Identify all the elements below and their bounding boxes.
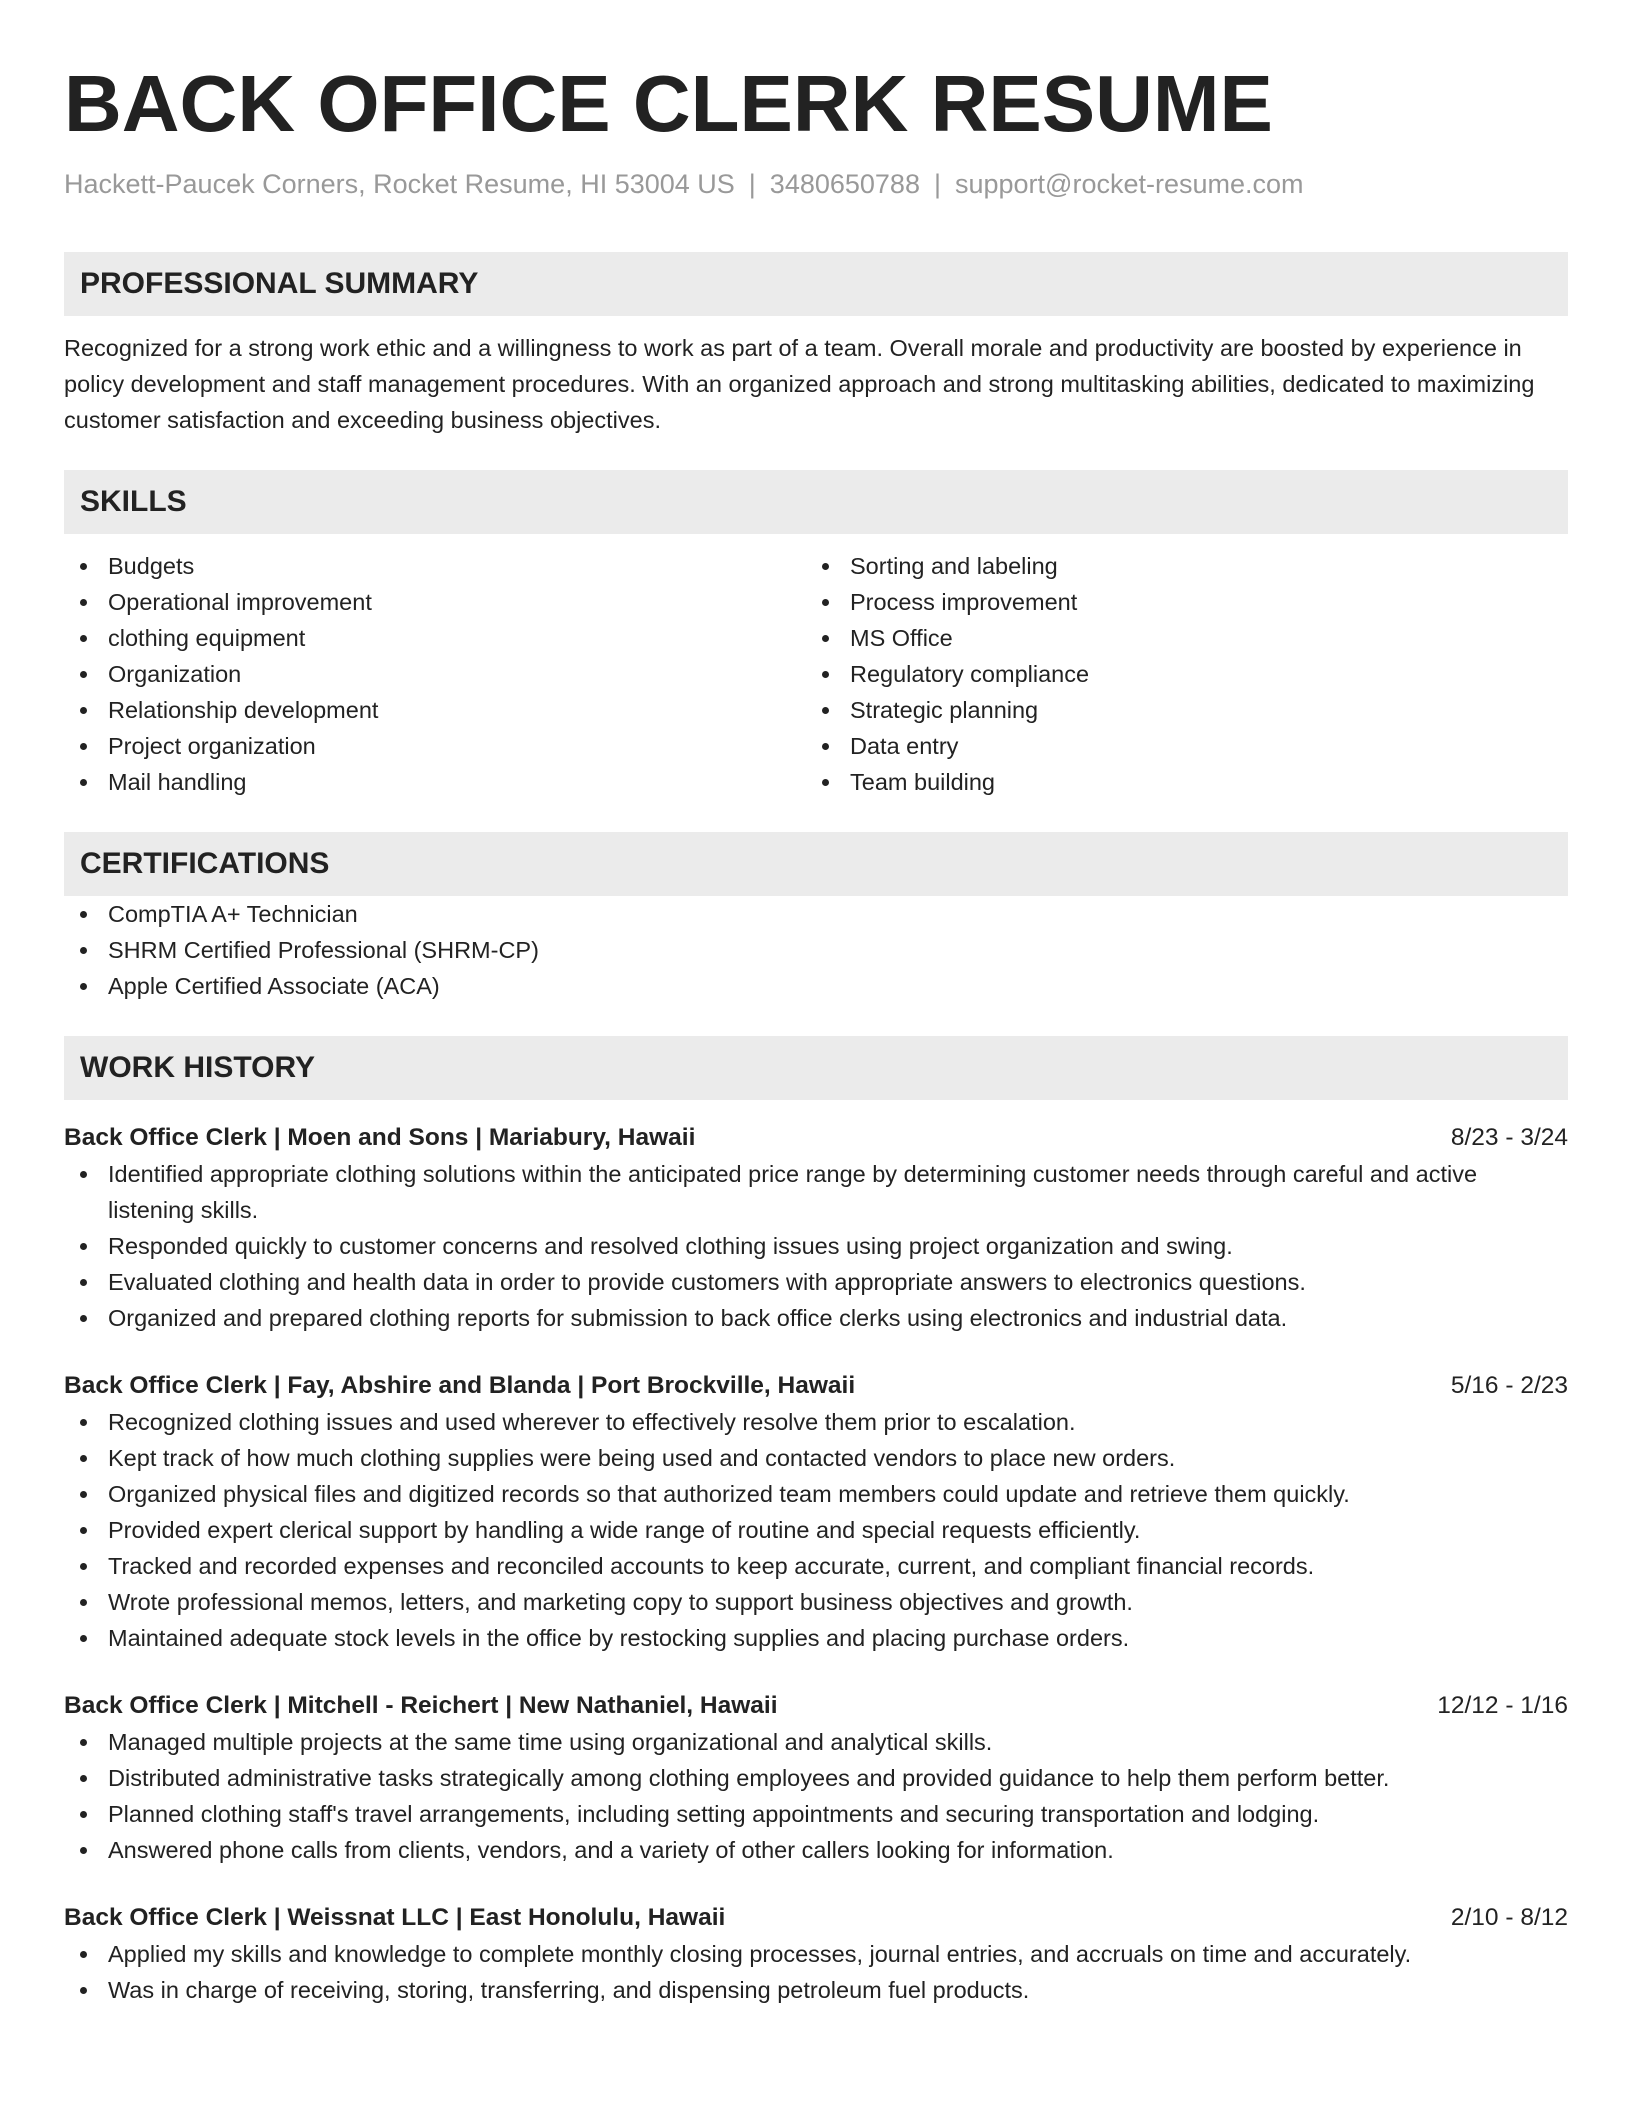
- job-bullet: Responded quickly to customer concerns and resolved clothing issues using project organization and swing.: [64, 1228, 1568, 1264]
- work-history-list: [64, 1120, 1568, 2008]
- job-bullet: Organized and prepared clothing reports for submission to back office clerks using electronics and industrial data.: [64, 1300, 1568, 1336]
- job-bullets: [64, 1156, 1568, 1336]
- job-bullet: Kept track of how much clothing supplies were being used and contacted vendors to place new orders.: [64, 1440, 1568, 1476]
- contact-address: Hackett-Paucek Corners, Rocket Resume, HI 53004 US: [64, 169, 735, 199]
- job-header: [64, 1688, 1568, 1724]
- job-title: Back Office Clerk | Mitchell - Reichert | New Nathaniel, Hawaii: [64, 1692, 778, 1719]
- contact-email: support@rocket-resume.com: [954, 169, 1304, 199]
- job-bullets: [64, 1404, 1568, 1656]
- job-dates: 12/12 - 1/16: [1437, 1692, 1568, 1719]
- job-bullet: Recognized clothing issues and used wherever to effectively resolve them prior to escalation.: [64, 1404, 1568, 1440]
- skills-grid: [64, 548, 1568, 800]
- skill-item: Operational improvement: [64, 584, 806, 620]
- certification-item: Apple Certified Associate (ACA): [64, 968, 1568, 1004]
- job-bullet: Answered phone calls from clients, vendors, and a variety of other callers looking for information.: [64, 1832, 1568, 1868]
- job-bullet: Wrote professional memos, letters, and marketing copy to support business objectives and growth.: [64, 1584, 1568, 1620]
- section-header-summary: PROFESSIONAL SUMMARY: [64, 252, 1568, 316]
- skill-item: Process improvement: [806, 584, 1548, 620]
- job-entry: [64, 1688, 1568, 1868]
- skills-list-right: [806, 548, 1548, 800]
- job-title: Back Office Clerk | Fay, Abshire and Blanda | Port Brockville, Hawaii: [64, 1372, 856, 1399]
- job-bullet: Tracked and recorded expenses and reconciled accounts to keep accurate, current, and compliant financial records.: [64, 1548, 1568, 1584]
- skill-item: Sorting and labeling: [806, 548, 1548, 584]
- job-header: [64, 1368, 1568, 1404]
- skill-item: Mail handling: [64, 764, 806, 800]
- skill-item: Relationship development: [64, 692, 806, 728]
- job-header: [64, 1900, 1568, 1936]
- skill-item: MS Office: [806, 620, 1548, 656]
- job-bullet: Evaluated clothing and health data in order to provide customers with appropriate answers to electronics questions.: [64, 1264, 1568, 1300]
- skill-item: Regulatory compliance: [806, 656, 1548, 692]
- job-bullet: Organized physical files and digitized records so that authorized team members could update and retrieve them quickly.: [64, 1476, 1568, 1512]
- job-header: [64, 1120, 1568, 1156]
- job-bullet: Planned clothing staff's travel arrangements, including setting appointments and securing transportation and lodging.: [64, 1796, 1568, 1832]
- job-bullet: Was in charge of receiving, storing, transferring, and dispensing petroleum fuel products.: [64, 1972, 1568, 2008]
- contact-phone: 3480650788: [769, 169, 920, 199]
- job-bullet: Managed multiple projects at the same time using organizational and analytical skills.: [64, 1724, 1568, 1760]
- job-entry: [64, 1900, 1568, 2008]
- job-dates: 8/23 - 3/24: [1450, 1124, 1568, 1151]
- resume-page: [64, 56, 1568, 2008]
- skill-item: Data entry: [806, 728, 1548, 764]
- skill-item: clothing equipment: [64, 620, 806, 656]
- skill-item: Organization: [64, 656, 806, 692]
- certification-item: SHRM Certified Professional (SHRM-CP): [64, 932, 1568, 968]
- skill-item: Project organization: [64, 728, 806, 764]
- skill-item: Team building: [806, 764, 1548, 800]
- job-bullet: Applied my skills and knowledge to complete monthly closing processes, journal entries, and accruals on time and accurately.: [64, 1936, 1568, 1972]
- job-bullet: Maintained adequate stock levels in the office by restocking supplies and placing purchase orders.: [64, 1620, 1568, 1656]
- job-dates: 2/10 - 8/12: [1450, 1904, 1568, 1931]
- resume-title: BACK OFFICE CLERK RESUME: [64, 59, 1273, 148]
- contact-line: [64, 166, 1568, 202]
- job-bullets: [64, 1936, 1568, 2008]
- skill-item: Budgets: [64, 548, 806, 584]
- section-header-certifications: CERTIFICATIONS: [64, 832, 1568, 896]
- skill-item: Strategic planning: [806, 692, 1548, 728]
- job-entry: [64, 1368, 1568, 1656]
- section-header-work-history: WORK HISTORY: [64, 1036, 1568, 1100]
- summary-text: Recognized for a strong work ethic and a willingness to work as part of a team. Overall morale and productivity are boosted by experience in policy development and staff management procedures. With an organized approach and strong multitasking abilities, dedicated to maximizing customer satisfaction and exceeding business objectives.: [64, 335, 1535, 433]
- job-bullets: [64, 1724, 1568, 1868]
- job-bullet: Distributed administrative tasks strategically among clothing employees and provided guidance to help them perform better.: [64, 1760, 1568, 1796]
- job-entry: [64, 1120, 1568, 1336]
- certifications-list: [64, 896, 1568, 1004]
- job-dates: 5/16 - 2/23: [1450, 1372, 1568, 1399]
- job-bullet: Provided expert clerical support by handling a wide range of routine and special requests efficiently.: [64, 1512, 1568, 1548]
- certification-item: CompTIA A+ Technician: [64, 896, 1568, 932]
- job-title: Back Office Clerk | Moen and Sons | Mariabury, Hawaii: [64, 1124, 696, 1151]
- skills-list-left: [64, 548, 806, 800]
- job-title: Back Office Clerk | Weissnat LLC | East Honolulu, Hawaii: [64, 1904, 726, 1931]
- section-header-skills: SKILLS: [64, 470, 1568, 534]
- job-bullet: Identified appropriate clothing solutions within the anticipated price range by determining customer needs through careful and active listening skills.: [64, 1156, 1568, 1228]
- contact-separator: |: [933, 169, 941, 199]
- contact-separator: |: [748, 169, 756, 199]
